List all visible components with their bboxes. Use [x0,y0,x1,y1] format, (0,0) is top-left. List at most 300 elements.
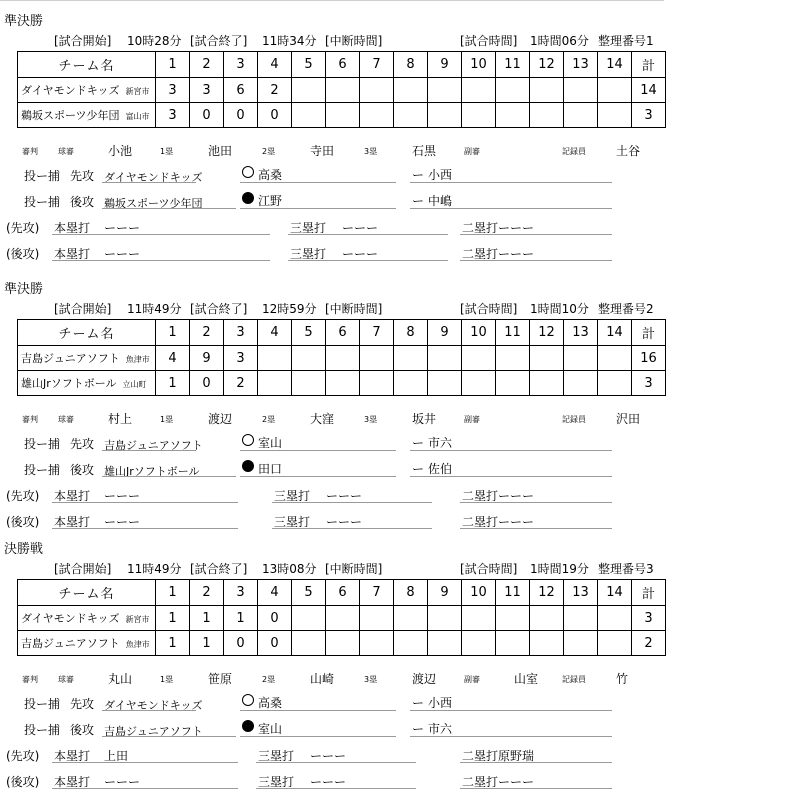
end-label: [試合終了] [190,34,248,48]
inning-score: 2 [258,78,292,103]
inning-score [462,606,496,631]
inning-score [360,346,394,371]
underline [410,182,612,183]
recorder-name: 沢田 [616,412,641,426]
score-row-top [18,78,666,103]
recorder-label: 記録員 [562,415,586,424]
bottom-hr-value: ーーー [104,247,141,261]
team-name: 吉島ジュニアソフト [21,637,120,650]
top-team-name: ダイヤモンドキッズ [104,171,203,184]
inning-score [326,371,360,396]
inning-header-11: 11 [496,52,530,78]
hr-label: 本塁打 [54,221,91,235]
underline [460,260,612,261]
serial-number: 整理番号2 [598,302,654,316]
recorder-name: 竹 [616,672,629,686]
third-base-label: 3塁 [364,675,378,684]
second-base-label: 2塁 [262,147,276,156]
total-header: 計 [632,320,666,346]
inning-header-14: 14 [598,52,632,78]
dash: ー [412,462,425,476]
end-time: 11時34分 [262,34,317,48]
triple-label: 三塁打 [274,489,311,503]
game-title: 決勝戦 [4,542,44,557]
inning-score [496,606,530,631]
start-time: 10時28分 [127,34,182,48]
inning-score [462,103,496,128]
bottom-pitcher-name: 室山 [258,722,283,736]
top-hr-value: ーーー [104,489,141,503]
inning-score [428,606,462,631]
underline [240,208,396,209]
start-label: [試合開始] [54,302,112,316]
team-cell [18,371,156,396]
inning-header-12: 12 [530,320,564,346]
top-paren-label: (先攻) [6,221,40,235]
top-pitcher-mark [242,166,254,180]
inning-header-4: 4 [258,320,292,346]
bottom-team-name: 鵜坂スポーツ少年団 [104,197,203,210]
hr-label: 本塁打 [54,247,91,261]
bottom-team-name: 吉島ジュニアソフト [104,725,203,738]
duration-time: 1時間19分 [530,562,589,576]
second-base-umpire: 山崎 [310,672,335,686]
inning-score [530,78,564,103]
top-pitcher-name: 高桑 [258,696,283,710]
underline [52,234,270,235]
inning-score [394,78,428,103]
first-base-label: 1塁 [160,147,174,156]
bottom-triple-value: ーーー [342,247,379,261]
inning-header-13: 13 [564,580,598,606]
inning-score: 0 [258,631,292,656]
top-catcher-name: 小西 [428,696,453,710]
top-catcher-name: 市六 [428,436,453,450]
end-label: [試合終了] [190,302,248,316]
team-city: 新宮市 [125,615,150,624]
open-circle-icon [242,434,254,446]
team-total: 3 [632,371,666,396]
inning-score: 9 [190,346,224,371]
inning-score: 0 [258,103,292,128]
top-pitcher-mark [242,694,254,708]
inning-score: 1 [224,606,258,631]
inning-header-5: 5 [292,320,326,346]
dash: ー [412,168,425,182]
inning-header-3: 3 [224,580,258,606]
battery-label: 投ー捕 [24,697,61,711]
underline [240,736,396,737]
top-paren-label: (先攻) [6,489,40,503]
hr-label: 本塁打 [54,515,91,529]
inning-score: 1 [156,631,190,656]
inning-score [428,346,462,371]
game-section-1 [0,0,800,262]
team-cell [18,631,156,656]
underline [288,234,448,235]
team-name-header: チーム名 [18,320,156,346]
score-row-bottom [18,371,666,396]
underline [410,476,612,477]
third-base-umpire: 石黒 [412,144,437,158]
score-header-row [18,320,666,346]
inning-header-14: 14 [598,580,632,606]
triple-label: 三塁打 [258,775,295,789]
inning-header-6: 6 [326,580,360,606]
third-base-label: 3塁 [364,415,378,424]
underline [410,710,612,711]
first-base-umpire: 池田 [208,144,233,158]
inning-score [258,371,292,396]
filled-circle-icon [242,460,254,472]
underline [102,710,196,711]
team-name-header: チーム名 [18,52,156,78]
third-base-umpire: 坂井 [412,412,437,426]
inning-header-10: 10 [462,320,496,346]
team-total: 3 [632,606,666,631]
bottom-batting-label: 後攻 [70,723,95,737]
inning-header-8: 8 [394,320,428,346]
score-row-top [18,346,666,371]
chief-umpire-name: 村上 [108,412,133,426]
bottom-batting-label: 後攻 [70,463,95,477]
inning-header-12: 12 [530,52,564,78]
inning-score [326,103,360,128]
top-hr-value: 上田 [104,749,129,763]
battery-label: 投ー捕 [24,463,61,477]
inning-score [360,371,394,396]
bottom-catcher-name: 市六 [428,722,453,736]
end-time: 12時59分 [262,302,317,316]
bottom-pitcher-mark [242,460,254,474]
team-name-header: チーム名 [18,580,156,606]
first-base-label: 1塁 [160,675,174,684]
suspend-label: [中断時間] [325,34,383,48]
bottom-paren-label: (後攻) [6,775,40,789]
bottom-double-value: ーーー [498,775,535,789]
bottom-triple-value: ーーー [310,775,347,789]
underline [288,260,448,261]
team-city: 新宮市 [125,87,150,96]
inning-header-4: 4 [258,580,292,606]
inning-header-1: 1 [156,320,190,346]
open-circle-icon [242,166,254,178]
end-time: 13時08分 [262,562,317,576]
underline [52,788,238,789]
inning-header-9: 9 [428,580,462,606]
second-base-label: 2塁 [262,675,276,684]
inning-score [530,631,564,656]
inning-score: 0 [190,103,224,128]
inning-score [496,371,530,396]
dash: ー [412,722,425,736]
chief-umpire-label: 球審 [58,675,74,684]
double-label: 二塁打 [462,515,499,529]
inning-score [598,606,632,631]
inning-score [598,78,632,103]
inning-score [564,606,598,631]
top-batting-label: 先攻 [70,437,95,451]
underline [240,450,396,451]
end-label: [試合終了] [190,562,248,576]
bottom-double-value: ーーー [498,515,535,529]
suspend-label: [中断時間] [325,562,383,576]
inning-score [598,631,632,656]
inning-score [462,346,496,371]
chief-umpire-label: 球審 [58,147,74,156]
second-base-umpire: 大窪 [310,412,335,426]
first-base-umpire: 渡辺 [208,412,233,426]
score-header-row [18,580,666,606]
start-label: [試合開始] [54,562,112,576]
top-catcher-name: 小西 [428,168,453,182]
team-total: 14 [632,78,666,103]
underline [410,208,612,209]
inning-score [564,631,598,656]
suspend-label: [中断時間] [325,302,383,316]
bottom-team-name: 雄山Jrソフトボール [104,465,200,478]
inning-header-7: 7 [360,52,394,78]
sub-umpire-label: 副審 [464,415,480,424]
double-label: 二塁打 [462,749,499,763]
inning-header-1: 1 [156,580,190,606]
inning-score [326,631,360,656]
recorder-label: 記録員 [562,147,586,156]
inning-score [496,103,530,128]
chief-umpire-name: 小池 [108,144,133,158]
top-double-value: ーーー [498,489,535,503]
start-time: 11時49分 [127,562,182,576]
duration-time: 1時間10分 [530,302,589,316]
underline [240,182,396,183]
duration-label: [試合時間] [460,562,518,576]
battery-label: 投ー捕 [24,437,61,451]
inning-header-8: 8 [394,52,428,78]
team-total: 3 [632,103,666,128]
umpire-label: 審判 [22,415,38,424]
top-triple-value: ーーー [326,489,363,503]
third-base-umpire: 渡辺 [412,672,437,686]
inning-header-6: 6 [326,52,360,78]
bottom-triple-value: ーーー [326,515,363,529]
inning-score [564,78,598,103]
top-batting-label: 先攻 [70,697,95,711]
inning-score [428,371,462,396]
underline [52,502,238,503]
inning-score: 4 [156,346,190,371]
sub-umpire-name: 山室 [514,672,539,686]
game-section-2 [0,268,800,530]
bottom-paren-label: (後攻) [6,515,40,529]
inning-score [530,103,564,128]
inning-score: 1 [190,631,224,656]
bottom-hr-value: ーーー [104,515,141,529]
inning-header-11: 11 [496,580,530,606]
team-city: 富山市 [125,112,150,121]
underline [102,736,236,737]
inning-score [326,78,360,103]
inning-score [360,631,394,656]
inning-header-12: 12 [530,580,564,606]
score-row-bottom [18,103,666,128]
team-name: 吉島ジュニアソフト [21,352,120,365]
recorder-name: 土谷 [616,144,641,158]
triple-label: 三塁打 [258,749,295,763]
inning-header-6: 6 [326,320,360,346]
inning-score [428,631,462,656]
bottom-pitcher-name: 田口 [258,462,283,476]
top-pitcher-name: 室山 [258,436,283,450]
inning-score: 3 [224,346,258,371]
sub-umpire-label: 副審 [464,147,480,156]
duration-label: [試合時間] [460,34,518,48]
score-row-bottom [18,631,666,656]
underline [460,502,612,503]
inning-header-7: 7 [360,580,394,606]
team-name: 雄山Jrソフトボール [21,377,117,390]
game-section-3 [0,528,800,790]
start-time: 11時49分 [127,302,182,316]
top-hr-value: ーーー [104,221,141,235]
inning-score [394,631,428,656]
battery-label: 投ー捕 [24,723,61,737]
inning-score [394,103,428,128]
inning-score: 0 [224,631,258,656]
inning-score [496,346,530,371]
inning-header-13: 13 [564,320,598,346]
underline [460,234,612,235]
inning-score [326,606,360,631]
inning-header-11: 11 [496,320,530,346]
inning-score [292,631,326,656]
inning-score [360,103,394,128]
underline [102,182,196,183]
inning-score: 2 [224,371,258,396]
underline [240,476,396,477]
top-triple-value: ーーー [342,221,379,235]
bottom-paren-label: (後攻) [6,247,40,261]
inning-header-3: 3 [224,320,258,346]
inning-score: 6 [224,78,258,103]
first-base-label: 1塁 [160,415,174,424]
top-team-name: 吉島ジュニアソフト [104,439,203,452]
inning-header-3: 3 [224,52,258,78]
start-label: [試合開始] [54,34,112,48]
bottom-pitcher-name: 江野 [258,194,283,208]
inning-score [326,346,360,371]
inning-score [564,103,598,128]
umpire-label: 審判 [22,147,38,156]
inning-header-10: 10 [462,52,496,78]
filled-circle-icon [242,192,254,204]
inning-score [598,346,632,371]
inning-score [292,103,326,128]
double-label: 二塁打 [462,247,499,261]
bottom-pitcher-mark [242,720,254,734]
total-header: 計 [632,580,666,606]
underline [410,450,612,451]
inning-header-8: 8 [394,580,428,606]
inning-score [598,103,632,128]
double-label: 二塁打 [462,221,499,235]
total-header: 計 [632,52,666,78]
second-base-label: 2塁 [262,415,276,424]
inning-score [292,346,326,371]
team-city: 魚津市 [125,355,150,364]
inning-header-7: 7 [360,320,394,346]
bottom-catcher-name: 中嶋 [428,194,453,208]
dash: ー [412,696,425,710]
top-double-value: ーーー [498,221,535,235]
score-table [17,51,666,128]
inning-score [360,78,394,103]
inning-score [258,346,292,371]
bottom-double-value: ーーー [498,247,535,261]
inning-score [530,606,564,631]
team-total: 2 [632,631,666,656]
team-city: 魚津市 [125,640,150,649]
inning-score [292,606,326,631]
serial-number: 整理番号1 [598,34,654,48]
team-cell [18,78,156,103]
bottom-pitcher-mark [242,192,254,206]
inning-score [428,103,462,128]
inning-header-9: 9 [428,320,462,346]
inning-score [462,78,496,103]
inning-header-14: 14 [598,320,632,346]
inning-score: 3 [156,78,190,103]
score-header-row [18,52,666,78]
top-triple-value: ーーー [310,749,347,763]
inning-header-2: 2 [190,320,224,346]
inning-header-13: 13 [564,52,598,78]
hr-label: 本塁打 [54,775,91,789]
inning-score: 0 [224,103,258,128]
inning-score [598,371,632,396]
inning-score: 1 [156,371,190,396]
open-circle-icon [242,694,254,706]
triple-label: 三塁打 [274,515,311,529]
score-table [17,579,666,656]
inning-score [530,346,564,371]
first-base-umpire: 笹原 [208,672,233,686]
duration-label: [試合時間] [460,302,518,316]
inning-score: 0 [258,606,292,631]
inning-score: 3 [156,103,190,128]
second-base-umpire: 寺田 [310,144,335,158]
inning-score [564,371,598,396]
top-pitcher-mark [242,434,254,448]
underline [102,450,196,451]
team-cell [18,606,156,631]
serial-number: 整理番号3 [598,562,654,576]
inning-score [292,78,326,103]
recorder-label: 記録員 [562,675,586,684]
inning-score [394,371,428,396]
top-paren-label: (先攻) [6,749,40,763]
double-label: 二塁打 [462,775,499,789]
dash: ー [412,436,425,450]
inning-header-1: 1 [156,52,190,78]
underline [460,762,612,763]
inning-header-5: 5 [292,52,326,78]
inning-header-10: 10 [462,580,496,606]
inning-score [394,606,428,631]
underline [240,710,396,711]
game-title: 準決勝 [4,14,44,29]
bottom-catcher-name: 佐伯 [428,462,453,476]
team-cell [18,346,156,371]
